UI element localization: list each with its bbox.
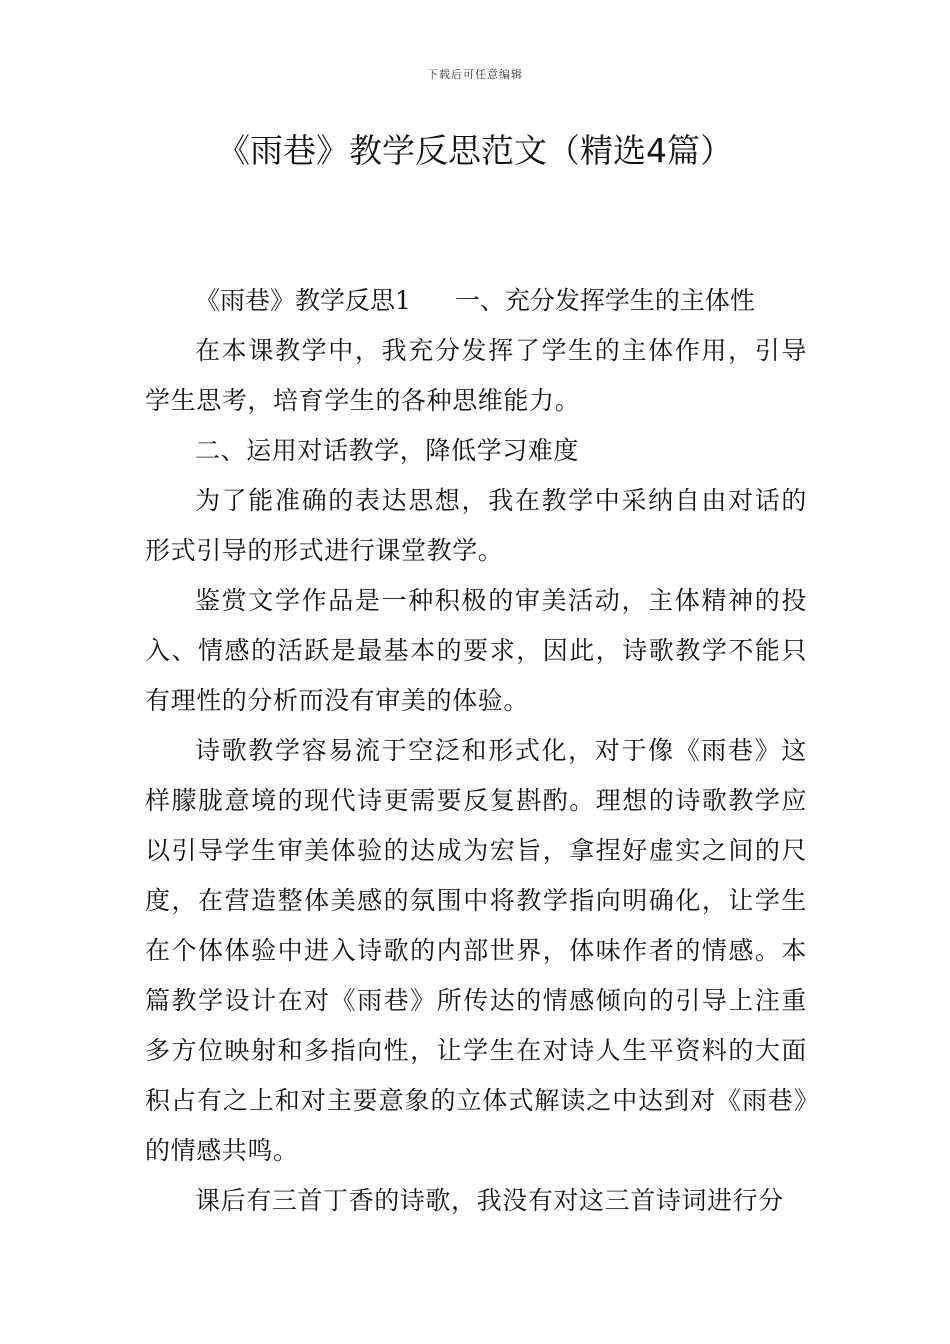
paragraph: 鉴赏文学作品是一种积极的审美活动，主体精神的投入、情感的活跃是最基本的要求，因此，诗歌教学不能只有理性的分析而没有审美的体验。 (145, 586, 807, 715)
section-first-line (145, 276, 807, 326)
section-heading: 《雨巷》教学反思1 (195, 286, 411, 315)
paragraph: 为了能准确的表达思想，我在教学中采纳自由对话的形式引导的形式进行课堂教学。 (145, 486, 807, 565)
paragraph: 在本课教学中，我充分发挥了学生的主体作用，引导学生思考，培育学生的各种思维能力。 (145, 336, 807, 415)
document-body (145, 276, 807, 1226)
paragraph: 诗歌教学容易流于空泛和形式化，对于像《雨巷》这样朦胧意境的现代诗更需要反复斟酌。理想的诗歌教学应以引导学生审美体验的达成为宏旨，拿捏好虚实之间的尺度，在营造整体美感的氛围中将教学指向明确化，让学生在个体体验中进入诗歌的内部世界，体味作者的情感。本篇教学设计在对《雨巷》所传达的情感倾向的引导上注重多方位映射和多指向性，让学生在对诗人生平资料的大面积占有之上和对主要意象的立体式解读之中达到对《雨巷》的情感共鸣。 (145, 736, 807, 1165)
first-point-heading: 一、充分发挥学生的主体性 (454, 286, 755, 315)
document-title: 《雨巷》教学反思范文（精选4篇） (217, 131, 733, 170)
subheading: 二、运用对话教学，降低学习难度 (195, 436, 580, 465)
paragraph: 课后有三首丁香的诗歌，我没有对这三首诗词进行分 (195, 1186, 784, 1215)
download-note: 下载后可任意编辑 (427, 68, 523, 81)
